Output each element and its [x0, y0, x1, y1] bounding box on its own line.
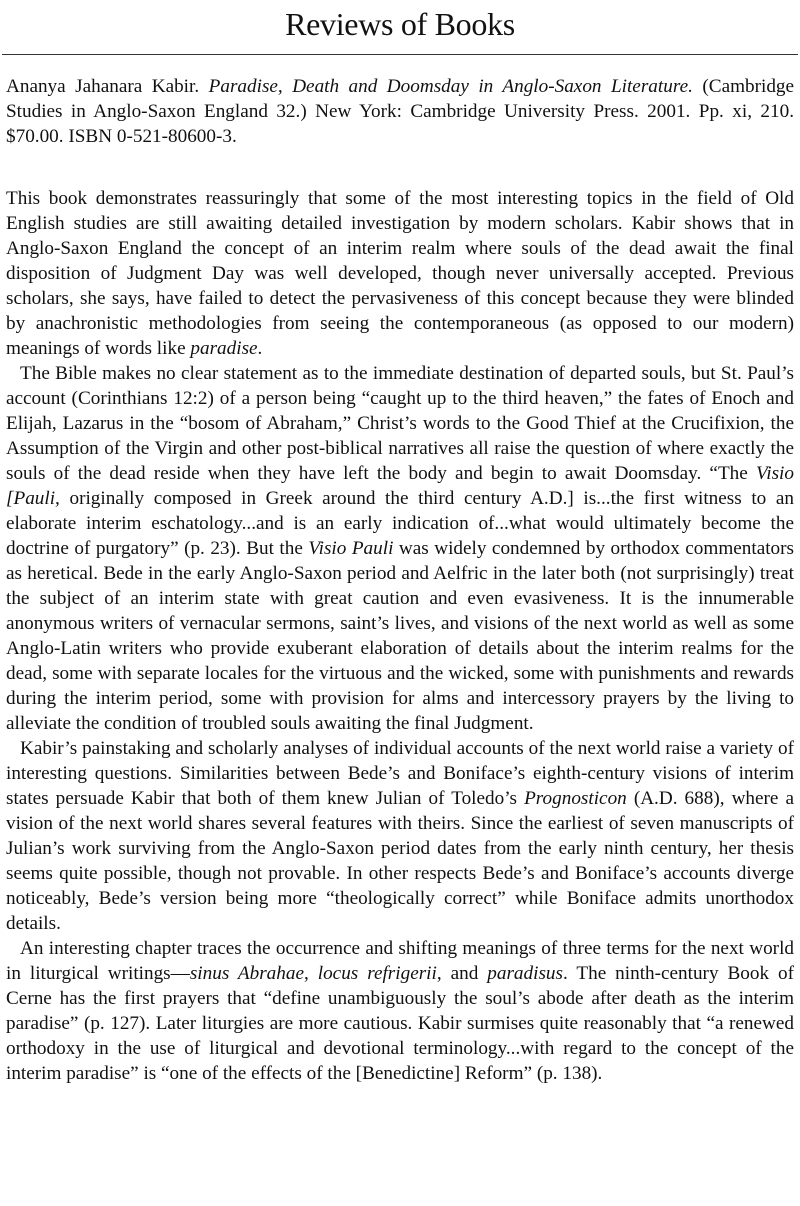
citation-book-title: Paradise, Death and Doomsday in Anglo-Saxon Literature. — [208, 76, 693, 97]
p2-text-b: originally composed in Greek around the third century A.D.] is...the first witness to an elaborate interim eschatology...and is an early indication of...what would ultimately become the doctrine of purgatory” (p. 23). But the — [6, 488, 795, 559]
review-paragraph-1: This book demonstrates reassuringly that some of the most interesting topics in the field of Old English studies are still awaiting detailed investigation by modern scholars. Kabir shows that in Anglo-Saxon England the concept of an interim realm where souls of the dead await the final disposition of Judgment Day was well developed, though never universally accepted. Previous scholars, she says, have failed to detect the pervasiveness of this concept because they were blinded by anachronistic methodologies from seeing the contemporaneous (as opposed to our modern) meanings of words like paradise. — [6, 188, 794, 359]
review-paragraph-4 — [6, 936, 794, 1086]
review-paragraph-3 — [6, 736, 794, 936]
p4-separator-1: , — [303, 963, 318, 984]
p3-text-a: Kabir’s painstaking and scholarly analyses of individual accounts of the next world raise a variety of interesting questions. Similarities between Bede’s and Boniface’s eighth-century visions of interim states persuade Kabir that both of them knew Julian of Toledo’s — [6, 738, 794, 809]
p2-emphasis-2: Visio Pauli — [308, 538, 394, 559]
p2-text-c: was widely condemned by orthodox commentators as heretical. Bede in the early Anglo-Saxon period and Aelfric in the later both (not surprisingly) treat the subject of an interim state with great caution and even evasiveness. It is the innumerable anonymous writers of vernacular sermons, saint’s lives, and visions of the next world as well as some Anglo-Latin writers who provide exuberant elaboration of details about the interim realms for the dead, some with separate locales for the virtuous and the wicked, some with punishments and rewards during the interim period, some with provision for alms and intercessory prayers by the living to alleviate the condition of troubled souls awaiting the final Judgment. — [6, 538, 794, 734]
p4-separator-2: , and — [436, 963, 488, 984]
p4-emphasis-1: sinus Abrahae — [189, 963, 304, 984]
p2-emphasis-1: Visio [Pauli, — [6, 463, 794, 509]
p4-text-a: An interesting chapter traces the occurrence and shifting meanings of three terms for the next world in liturgical writings— — [6, 938, 794, 984]
p1-emphasis: paradise — [190, 338, 258, 359]
book-citation — [6, 74, 794, 149]
p3-text-b: (A.D. 688), where a vision of the next world shares several features with theirs. Since the earliest of seven manuscripts of Julian’s work surviving from the Anglo-Saxon period dates from the early ninth century, her thesis seems quite possible, though not provable. In other respects Bede’s and Boniface’s accounts diverge noticeably, Bede’s version being more “theologically correct” while Boniface admits unorthodox details. — [6, 788, 795, 934]
citation-author: Ananya Jahanara Kabir. — [6, 76, 200, 97]
p4-emphasis-2: locus refrigerii — [317, 963, 437, 984]
p2-text-a: The Bible makes no clear statement as to the immediate destination of departed souls, but St. Paul’s account (Corinthians 12:2) of a person being “caught up to the third heaven,” the fates of Enoch and Elijah, Lazarus in the “bosom of Abraham,” Christ’s words to the Good Thief at the Crucifixion, the Assumption of the Virgin and other post-biblical narratives all raise the question of where exactly the souls of the dead reside when they have left the body and begin to await Doomsday. “The — [6, 363, 794, 484]
p4-text-b: . The ninth-century Book of Cerne has the first prayers that “define unambiguously the soul’s abode after death as the interim paradise” (p. 127). Later liturgies are more cautious. Kabir surmises quite reasonably that “a renewed orthodoxy in the use of liturgical and devotional terminology...with regard to the concept of the interim paradise” is “one of the effects of the [Benedictine] Reform” (p. 138). — [6, 963, 795, 1084]
review-paragraph-2 — [6, 361, 794, 736]
section-title: Reviews of Books — [285, 6, 515, 42]
citation-series-info: (Cambridge Studies in Anglo-Saxon England 32.) New York: Cambridge University Press. 2001. Pp. xi, 210. $70.00. ISBN 0-521-80600-3. — [6, 76, 795, 147]
p4-emphasis-3: paradisus — [487, 963, 563, 984]
p3-emphasis: Prognosticon — [524, 788, 627, 809]
p1-text: This book demonstrates reassuringly that some of the most interesting topics in the field of Old English studies are still awaiting detailed investigation by modern scholars. Kabir shows that in Anglo-Saxon England the concept of an interim realm where souls of the dead await the final disposition of Judgment Day was well developed, though never universally accepted. Previous scholars, she says, have failed to detect the pervasiveness of this concept because they were blinded by anachronistic methodologies from seeing the contemporaneous (as opposed to our modern) meanings of words like — [6, 188, 794, 359]
review-body — [6, 186, 794, 1086]
header-rule — [2, 54, 798, 55]
